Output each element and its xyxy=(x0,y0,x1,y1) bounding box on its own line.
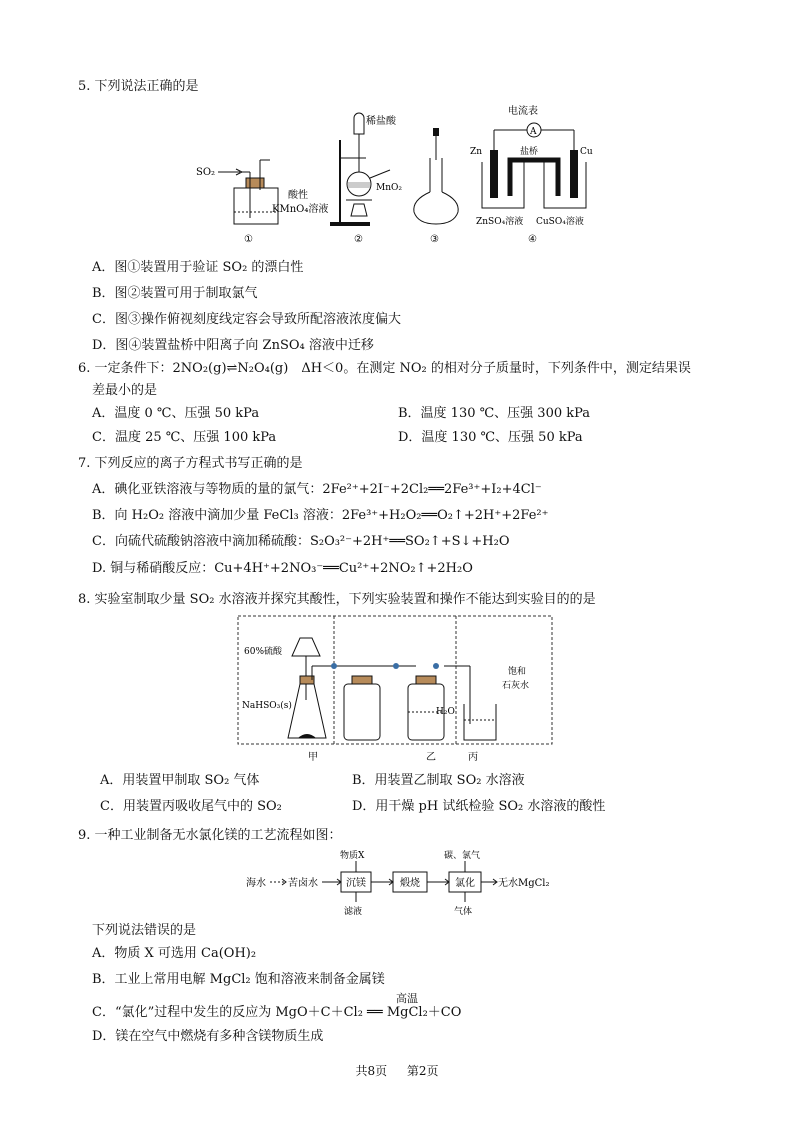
ammeter-symbol: A xyxy=(530,127,537,137)
q5-option-c: C．图③操作俯视刻度线定容会导致所配溶液浓度偏大 xyxy=(92,312,401,327)
step-1: 沉镁 xyxy=(346,878,366,889)
q6-option-b: B．温度 130 ℃、压强 300 kPa xyxy=(398,406,591,421)
fig-num-2: ② xyxy=(354,234,363,245)
q5-option-d: D．图④装置盐桥中阳离子向 ZnSO₄ 溶液中迁移 xyxy=(92,338,374,353)
q9-flowchart xyxy=(244,846,564,916)
znso4-label: ZnSO₄溶液 xyxy=(476,217,524,227)
fig-num-1: ① xyxy=(244,234,253,245)
q5-figure xyxy=(190,100,610,250)
q8-option-d: D．用干燥 pH 试纸检验 SO₂ 水溶液的酸性 xyxy=(352,799,606,814)
acid-label: 60%硫酸 xyxy=(244,647,283,657)
current-page: 第2页 xyxy=(406,1064,439,1078)
cu-label: Cu xyxy=(580,147,593,157)
salt-bridge-label: 盐桥 xyxy=(520,147,539,157)
mno2-label: MnO₂ xyxy=(376,183,402,193)
q5-option-b: B．图②装置可用于制取氯气 xyxy=(92,286,258,301)
kmno4-label: KMnO₄溶液 xyxy=(272,204,329,215)
q9-sub-stem: 下列说法错误的是 xyxy=(92,923,197,938)
so2-label: SO₂ xyxy=(196,167,216,178)
product-label: 无水MgCl₂ xyxy=(498,878,550,889)
q5-option-a: A．图①装置用于验证 SO₂ 的漂白性 xyxy=(92,260,304,275)
q6-stem-line1: 6. 一定条件下：2NO₂(g)⇌N₂O₄(g) ΔH＜0。在测定 NO₂ 的相对分子质量时，下列条件中，测定结果误 xyxy=(78,361,691,376)
acidic-label: 酸性 xyxy=(288,190,308,201)
bing-label: 丙 xyxy=(468,752,478,763)
fig-num-4: ④ xyxy=(528,234,537,245)
page-footer xyxy=(0,1062,794,1079)
q5-stem: 5. 下列说法正确的是 xyxy=(78,79,199,94)
q6-option-a: A．温度 0 ℃、压强 50 kPa xyxy=(92,406,260,421)
filtrate-label: 滤液 xyxy=(344,907,363,916)
h2o-label: H₂O xyxy=(436,707,455,717)
q9-stem: 9. 一种工业制备无水氯化镁的工艺流程如图： xyxy=(78,828,342,843)
fig1-wash-bottle xyxy=(196,160,328,245)
ammeter-label: 电流表 xyxy=(508,106,538,117)
reagent-c: 碳、氯气 xyxy=(444,851,481,861)
q8-stem: 8. 实验室制取少量 SO₂ 水溶液并探究其酸性，下列实验装置和操作不能达到实验目的的是 xyxy=(78,592,596,607)
q9-option-d: D．镁在空气中燃烧有多种含镁物质生成 xyxy=(92,1029,324,1044)
dilute-hcl-label: 稀盐酸 xyxy=(366,116,396,127)
step-3: 氯化 xyxy=(455,878,475,889)
yi-label: 乙 xyxy=(426,752,436,763)
q7-option-a: A．碘化亚铁溶液与等物质的量的氯气：2Fe²⁺+2I⁻+2Cl₂══2Fe³⁺+I₂+4Cl⁻ xyxy=(92,482,542,497)
q6-stem-line2: 差最小的是 xyxy=(92,383,158,398)
fig4-galvanic-cell xyxy=(470,104,593,245)
q7-option-b: B．向 H₂O₂ 溶液中滴加少量 FeCl₃ 溶液：2Fe³⁺+H₂O₂══O₂↑+2H⁺+2Fe²⁺ xyxy=(92,508,549,523)
reagent-x: 物质X xyxy=(340,851,365,861)
cuso4-label: CuSO₄溶液 xyxy=(536,217,584,227)
q9-option-b: B．工业上常用电解 MgCl₂ 饱和溶液来制备金属镁 xyxy=(92,972,385,987)
fig-num-3: ③ xyxy=(430,234,439,245)
jia-label: 甲 xyxy=(308,752,318,763)
seawater-label: 海水 xyxy=(246,878,266,889)
q6-option-d: D．温度 130 ℃、压强 50 kPa xyxy=(398,430,583,445)
q9-option-a: A．物质 X 可选用 Ca(OH)₂ xyxy=(92,946,257,961)
limewater-label-1: 饱和 xyxy=(508,667,527,677)
fig3-volumetric-flask xyxy=(414,128,458,245)
q8-option-a: A．用装置甲制取 SO₂ 气体 xyxy=(100,773,260,788)
q8-figure xyxy=(236,614,556,764)
limewater-label-2: 石灰水 xyxy=(502,681,530,691)
gas-label: 气体 xyxy=(454,907,473,916)
q8-option-c: C．用装置丙吸收尾气中的 SO₂ xyxy=(100,799,282,814)
q7-stem: 7. 下列反应的离子方程式书写正确的是 xyxy=(78,456,303,471)
q8-option-b: B．用装置乙制取 SO₂ 水溶液 xyxy=(352,773,525,788)
q7-option-d: D. 铜与稀硝酸反应：Cu+4H⁺+2NO₃⁻══Cu²⁺+2NO₂↑+2H₂O xyxy=(92,561,473,576)
zn-label: Zn xyxy=(470,147,483,157)
q7-option-c: C．向硫代硫酸钠溶液中滴加稀硫酸：S₂O₃²⁻+2H⁺══SO₂↑+S↓+H₂O xyxy=(92,534,510,549)
q9-option-c: C．“氯化”过程中发生的反应为 MgO＋C＋Cl₂ ══ MgCl₂＋CO xyxy=(92,1005,462,1020)
fig2-chlorine-apparatus xyxy=(330,113,402,245)
brine-label: 苦卤水 xyxy=(288,878,318,889)
q6-option-c: C．温度 25 ℃、压强 100 kPa xyxy=(92,430,277,445)
total-pages: 共8页 xyxy=(355,1064,388,1078)
nahso3-label: NaHSO₃(s) xyxy=(242,701,292,711)
step-2: 煅烧 xyxy=(400,878,420,889)
reaction-condition: 高温 xyxy=(396,992,418,1005)
